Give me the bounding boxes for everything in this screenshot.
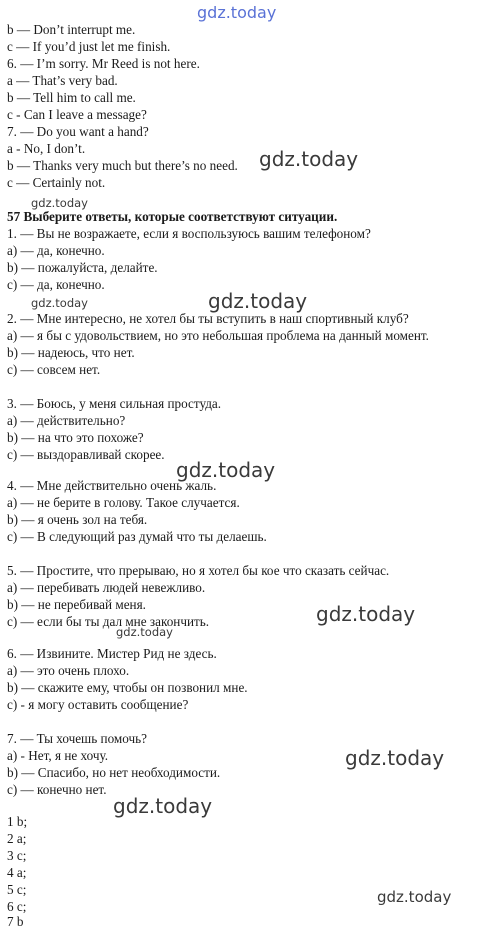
english-line: b — Tell him to call me. [7,90,136,105]
answer-option: b) — Спасибо, но нет необходимости. [7,765,221,780]
question-1: 1. — Вы не возражаете, если я воспользуюсь вашим телефоном? [7,226,371,241]
answer-option: a) — не берите в голову. Такое случается. [7,495,240,510]
question-4: 4. — Мне действительно очень жаль. [7,478,217,493]
answer-option: b) — надеюсь, что нет. [7,345,135,360]
answer-key-item: 4 a; [7,865,27,880]
answer-key-item: 6 c; [7,899,27,914]
answer-option: c) — если бы ты дал мне закончить. [7,614,210,629]
task-title: 57 Выберите ответы, которые соответствуют ситуации. [7,209,338,224]
watermark: gdz.today [113,794,213,818]
answer-option: a) — это очень плохо. [7,663,130,678]
watermark-logo: gdz.today [197,3,277,22]
answer-option: b) — пожалуйста, делайте. [7,260,158,275]
english-line: 7. — Do you want a hand? [7,124,149,139]
watermark: gdz.today [31,296,88,310]
english-line: c — If you’d just let me finish. [7,39,171,54]
answer-option: a) — перебивать людей невежливо. [7,580,206,595]
question-7: 7. — Ты хочешь помочь? [7,731,148,746]
answer-option: c) — В следующий раз думай что ты делаешь. [7,529,267,544]
answer-option: b) — я очень зол на тебя. [7,512,148,527]
watermark: gdz.today [345,746,445,770]
watermark: gdz.today [208,289,308,313]
watermark: gdz.today [31,196,88,210]
english-line: b — Thanks very much but there’s no need. [7,158,238,173]
answer-key-item: 2 a; [7,831,27,846]
answer-option: c) — да, конечно. [7,277,105,292]
watermark: gdz.today [377,888,452,906]
answer-key-item: 1 b; [7,814,28,829]
answer-option: a) — действительно? [7,413,126,428]
english-line: c — Certainly not. [7,175,106,190]
watermark: gdz.today [259,147,359,171]
answer-option: c) - я могу оставить сообщение? [7,697,189,712]
watermark: gdz.today [116,625,173,639]
english-line: a - No, I don’t. [7,141,86,156]
answer-option: a) - Нет, я не хочу. [7,748,109,763]
answer-option: b) — не перебивай меня. [7,597,146,612]
answer-option: b) — скажите ему, чтобы он позвонил мне. [7,680,248,695]
watermark: gdz.today [316,602,416,626]
answer-key-item: 3 c; [7,848,27,863]
answer-option: b) — на что это похоже? [7,430,144,445]
question-5: 5. — Простите, что прерываю, но я хотел бы кое что сказать сейчас. [7,563,390,578]
question-6: 6. — Извините. Мистер Рид не здесь. [7,646,217,661]
answer-option: c) — выздоравливай скорее. [7,447,165,462]
english-line: c - Can I leave a message? [7,107,147,122]
answer-key-item: 7 b [7,914,24,929]
question-2: 2. — Мне интересно, не хотел бы ты вступить в наш спортивный клуб? [7,311,409,326]
english-line: 6. — I’m sorry. Mr Reed is not here. [7,56,200,71]
english-line: b — Don’t interrupt me. [7,22,136,37]
answer-option: a) — я бы с удовольствием, но это небольшая проблема на данный момент. [7,328,429,343]
answer-option: c) — конечно нет. [7,782,107,797]
answer-key-item: 5 c; [7,882,27,897]
answer-option: a) — да, конечно. [7,243,105,258]
answer-option: c) — совсем нет. [7,362,101,377]
question-3: 3. — Боюсь, у меня сильная простуда. [7,396,222,411]
watermark: gdz.today [176,458,276,482]
english-line: a — That’s very bad. [7,73,118,88]
